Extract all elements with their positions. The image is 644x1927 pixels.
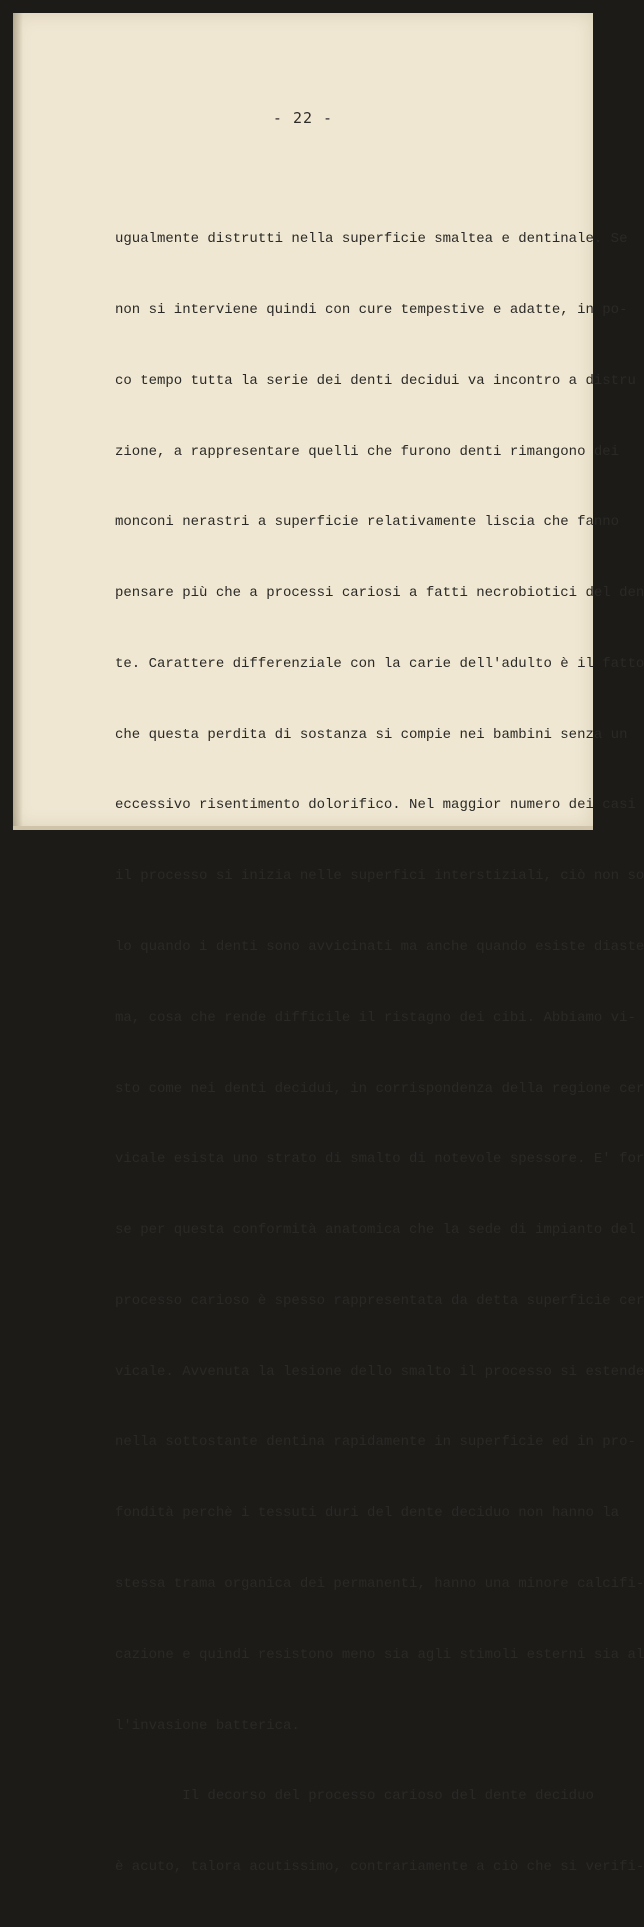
text-line: stessa trama organica dei permanenti, hanno una minore calcifi- xyxy=(115,1576,644,1593)
text-line: se per questa conformità anatomica che la sede di impianto del xyxy=(115,1222,636,1239)
text-line: processo carioso è spesso rappresentata da detta superficie cer xyxy=(115,1292,644,1309)
text-line: ugualmente distrutti nella superficie smaltea e dentinale. Se xyxy=(115,231,628,248)
typewritten-page xyxy=(13,13,644,1876)
text-line: Il decorso del processo carioso del dente deciduo xyxy=(115,1788,594,1805)
text-line: sto come nei denti decidui, in corrispondenza della regione cer xyxy=(115,1080,644,1097)
text-line: l'invasione batterica. xyxy=(115,1717,300,1734)
text-line: vicale esista uno strato di smalto di notevole spessore. E' for xyxy=(115,1151,644,1168)
text-line: non si interviene quindi con cure tempestive e adatte, in po- xyxy=(115,301,628,318)
text-line: che questa perdita di sostanza si compie nei bambini senza un xyxy=(115,726,628,743)
text-line: cazione e quindi resistono meno sia agli stimoli esterni sia al xyxy=(115,1646,644,1663)
text-line: zione, a rappresentare quelli che furono denti rimangono dei xyxy=(115,443,620,460)
text-line: vicale. Avvenuta la lesione dello smalto il processo si estende xyxy=(115,1363,644,1380)
text-line: eccessivo risentimento dolorifico. Nel maggior numero dei casi xyxy=(115,797,636,814)
text-line: il processo si inizia nelle superfici interstiziali, ciò non so xyxy=(115,868,644,885)
page-number: - 22 - xyxy=(272,109,334,127)
text-line: è acuto, talora acutissimo, contrariamente a ciò che si verifi- xyxy=(115,1859,644,1876)
text-line: monconi nerastri a superficie relativamente liscia che fanno xyxy=(115,514,620,531)
text-line: te. Carattere differenziale con la carie dell'adulto è il fatto xyxy=(115,655,644,672)
text-line: pensare più che a processi cariosi a fatti necrobiotici del den xyxy=(115,585,644,602)
binding-shadow xyxy=(13,13,23,828)
body-text xyxy=(115,181,644,1927)
text-line: nella sottostante dentina rapidamente in superficie ed in pro- xyxy=(115,1434,636,1451)
text-line: co tempo tutta la serie dei denti decidui va incontro a distru xyxy=(115,372,636,389)
text-line: lo quando i denti sono avvicinati ma anche quando esiste diaste xyxy=(115,939,644,955)
page-bottom-edge xyxy=(13,826,593,830)
text-line: ma, cosa che rende difficile il ristagno dei cibi. Abbiamo vi- xyxy=(115,1009,636,1026)
text-line: fondità perchè i tessuti duri del dente deciduo non hanno la xyxy=(115,1505,620,1522)
